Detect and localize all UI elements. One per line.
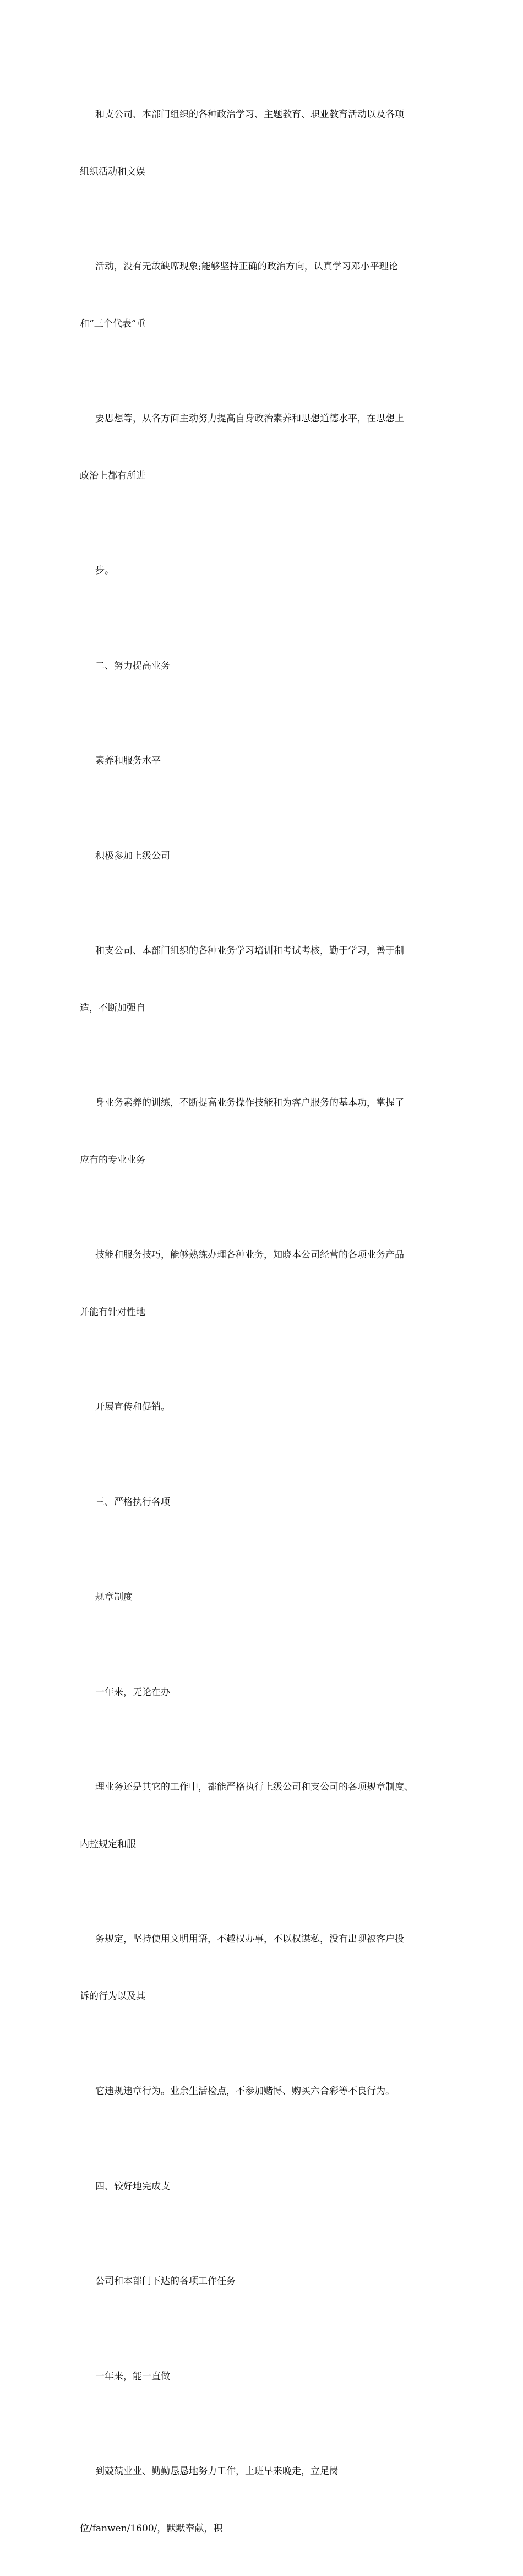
text-line: 和“三个代表”重 xyxy=(80,318,146,329)
paragraph xyxy=(80,903,449,1056)
text-line: 应有的专业业务 xyxy=(80,1154,145,1166)
text-line: 开展宣传和促销。 xyxy=(95,1401,170,1413)
paragraph xyxy=(80,2044,449,2139)
paragraph xyxy=(80,1892,449,2044)
text-line: 位/fanwen/1600/，默默奉献，积 xyxy=(80,2523,223,2534)
text-line: 积极参加上级公司 xyxy=(95,850,170,862)
text-line: 四、较好地完成支 xyxy=(95,2180,170,2192)
paragraph xyxy=(80,1740,449,1892)
text-line: 和支公司、本部门组织的各种业务学习培训和考试考核，勤于学习，善于制 xyxy=(95,945,404,956)
text-line: 它违规违章行为。业余生活检点，不参加赌博、购买六合彩等不良行为。 xyxy=(95,2086,395,2097)
paragraph xyxy=(80,2424,449,2576)
text-line: 组织活动和文娱 xyxy=(80,166,145,177)
section-heading xyxy=(80,2139,449,2234)
text-line: 规章制度 xyxy=(95,1592,133,1603)
text-line: 造，不断加强自 xyxy=(80,1002,145,1014)
paragraph xyxy=(80,809,449,904)
document-body xyxy=(80,67,449,2576)
paragraph xyxy=(80,1208,449,1360)
text-line: 内控规定和服 xyxy=(80,1838,136,1850)
text-line: 技能和服务技巧，能够熟练办理各种业务，知晓本公司经营的各项业务产品 xyxy=(95,1249,404,1260)
paragraph xyxy=(80,1645,449,1740)
paragraph xyxy=(80,1056,449,1208)
paragraph xyxy=(80,219,449,371)
text-line: 活动，没有无故缺席现象;能够坚持正确的政治方向，认真学习邓小平理论 xyxy=(95,261,398,272)
text-line: 到兢兢业业、勤勤恳恳地努力工作，上班早来晚走，立足岗 xyxy=(95,2466,339,2477)
text-line: 一年来，无论在办 xyxy=(95,1686,170,1698)
paragraph xyxy=(80,523,449,619)
section-heading-continued xyxy=(80,2234,449,2329)
text-line: 和支公司、本部门组织的各种政治学习、主题教育、职业教育活动以及各项 xyxy=(95,109,404,120)
text-line: 步。 xyxy=(95,565,114,576)
text-line: 并能有针对性地 xyxy=(80,1306,145,1318)
text-line: 身业务素养的训练，不断提高业务操作技能和为客户服务的基本功，掌握了 xyxy=(95,1097,404,1108)
text-line: 二、努力提高业务 xyxy=(95,660,170,672)
text-line: 素养和服务水平 xyxy=(95,755,161,766)
paragraph xyxy=(80,2329,449,2425)
section-heading xyxy=(80,619,449,714)
text-line: 务规定，坚持使用文明用语，不越权办事，不以权谋私，没有出现被客户投 xyxy=(95,1934,404,1945)
text-line: 公司和本部门下达的各项工作任务 xyxy=(95,2276,236,2287)
section-heading xyxy=(80,1455,449,1550)
paragraph xyxy=(80,67,449,219)
section-heading-continued xyxy=(80,1550,449,1645)
text-line: 一年来，能一直做 xyxy=(95,2371,170,2382)
text-line: 理业务还是其它的工作中，都能严格执行上级公司和支公司的各项规章制度、 xyxy=(95,1782,413,1793)
section-heading-continued xyxy=(80,713,449,809)
text-line: 三、严格执行各项 xyxy=(95,1496,170,1508)
text-line: 政治上都有所进 xyxy=(80,470,145,481)
text-line: 诉的行为以及其 xyxy=(80,1990,145,2002)
paragraph xyxy=(80,371,449,523)
paragraph xyxy=(80,1360,449,1455)
text-line: 要思想等，从各方面主动努力提高自身政治素养和思想道德水平，在思想上 xyxy=(95,413,404,424)
